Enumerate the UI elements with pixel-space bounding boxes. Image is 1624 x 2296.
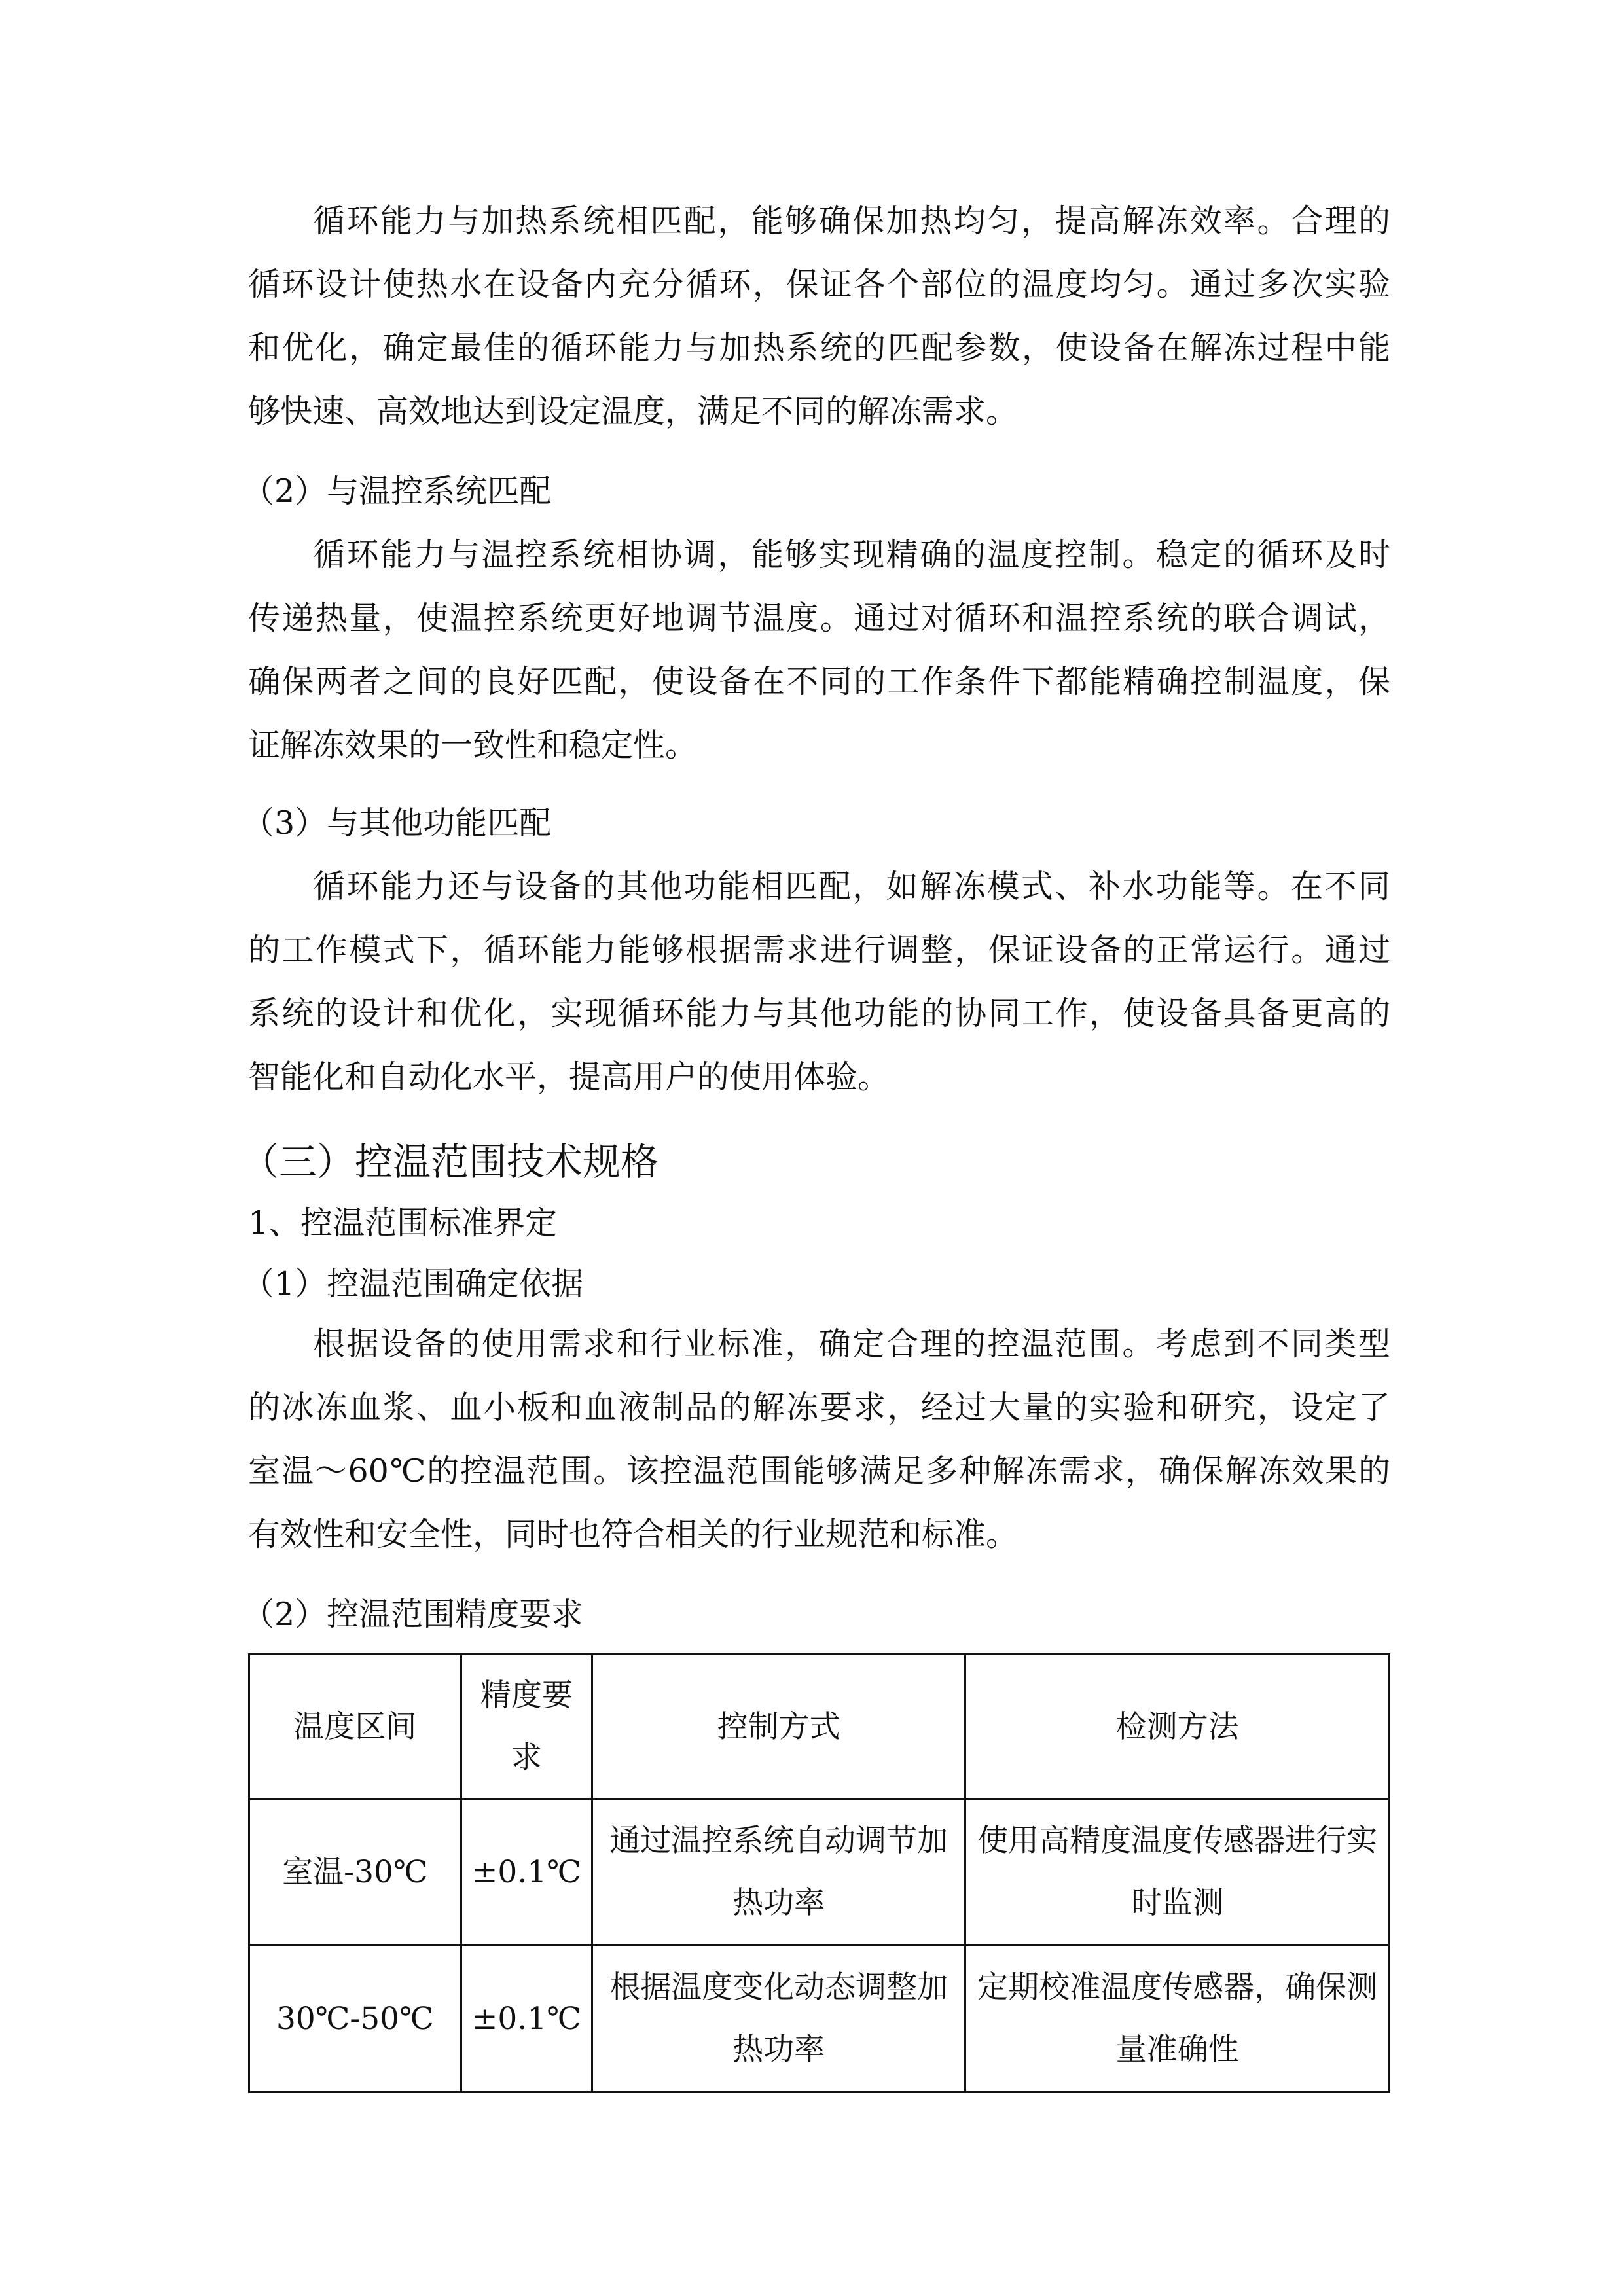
text-line: 室温～60℃的控温范围。该控温范围能够满足多种解冻需求，确保解冻效果的 bbox=[248, 1452, 1390, 1490]
text-line: 智能化和自动化水平，提高用户的使用体验。 bbox=[248, 1058, 890, 1096]
text-line: 的冰冻血浆、血小板和血液制品的解冻要求，经过大量的实验和研究，设定了 bbox=[248, 1389, 1390, 1426]
section-heading: （三）控温范围技术规格 bbox=[241, 1139, 659, 1184]
subheading-temp-control-match: （2）与温控系统匹配 bbox=[242, 473, 552, 510]
text-line: 循环能力与加热系统相匹配，能够确保加热均匀，提高解冻效率。合理的 bbox=[313, 202, 1390, 240]
table-cell: 通过温控系统自动调节加热功率 bbox=[592, 1799, 965, 1945]
table-row bbox=[249, 1945, 1390, 2092]
text-line: 系统的设计和优化，实现循环能力与其他功能的协同工作，使设备具备更高的 bbox=[248, 995, 1390, 1032]
text-line: 有效性和安全性，同时也符合相关的行业规范和标准。 bbox=[248, 1516, 1019, 1553]
table-row bbox=[249, 1799, 1390, 1945]
header-cell: 控制方式 bbox=[592, 1655, 965, 1799]
subheading-precision-requirements: （2）控温范围精度要求 bbox=[242, 1596, 584, 1633]
table-cell: ±0.1℃ bbox=[461, 1945, 592, 2092]
header-cell: 温度区间 bbox=[249, 1655, 461, 1799]
subheading-range-basis: （1）控温范围确定依据 bbox=[242, 1265, 584, 1302]
table-cell: 室温-30℃ bbox=[249, 1799, 461, 1945]
table-cell: 根据温度变化动态调整加热功率 bbox=[592, 1945, 965, 2092]
text-line: 的工作模式下，循环能力能够根据需求进行调整，保证设备的正常运行。通过 bbox=[248, 931, 1390, 969]
text-line: 够快速、高效地达到设定温度，满足不同的解冻需求。 bbox=[248, 393, 1019, 430]
header-cell: 检测方法 bbox=[965, 1655, 1390, 1799]
table-cell: 定期校准温度传感器，确保测量准确性 bbox=[965, 1945, 1390, 2092]
subheading-standard-definition: 1、控温范围标准界定 bbox=[248, 1204, 558, 1242]
subheading-other-function-match: （3）与其他功能匹配 bbox=[242, 804, 552, 842]
table-cell: 使用高精度温度传感器进行实时监测 bbox=[965, 1799, 1390, 1945]
text-line: 传递热量，使温控系统更好地调节温度。通过对循环和温控系统的联合调试， bbox=[248, 600, 1390, 637]
precision-table bbox=[248, 1653, 1390, 2093]
text-line: 和优化，确定最佳的循环能力与加热系统的匹配参数，使设备在解冻过程中能 bbox=[248, 329, 1390, 367]
text-line: 循环能力还与设备的其他功能相匹配，如解冻模式、补水功能等。在不同 bbox=[313, 868, 1390, 905]
text-line: 循环能力与温控系统相协调，能够实现精确的温度控制。稳定的循环及时 bbox=[313, 536, 1390, 573]
table-cell: ±0.1℃ bbox=[461, 1799, 592, 1945]
text-line: 循环设计使热水在设备内充分循环，保证各个部位的温度均匀。通过多次实验 bbox=[248, 266, 1390, 303]
text-line: 确保两者之间的良好匹配，使设备在不同的工作条件下都能精确控制温度，保 bbox=[248, 663, 1390, 700]
header-cell: 精度要求 bbox=[461, 1655, 592, 1799]
table-cell: 30℃-50℃ bbox=[249, 1945, 461, 2092]
table-header-row bbox=[249, 1655, 1390, 1799]
text-line: 根据设备的使用需求和行业标准，确定合理的控温范围。考虑到不同类型 bbox=[313, 1325, 1390, 1363]
text-line: 证解冻效果的一致性和稳定性。 bbox=[248, 726, 698, 764]
